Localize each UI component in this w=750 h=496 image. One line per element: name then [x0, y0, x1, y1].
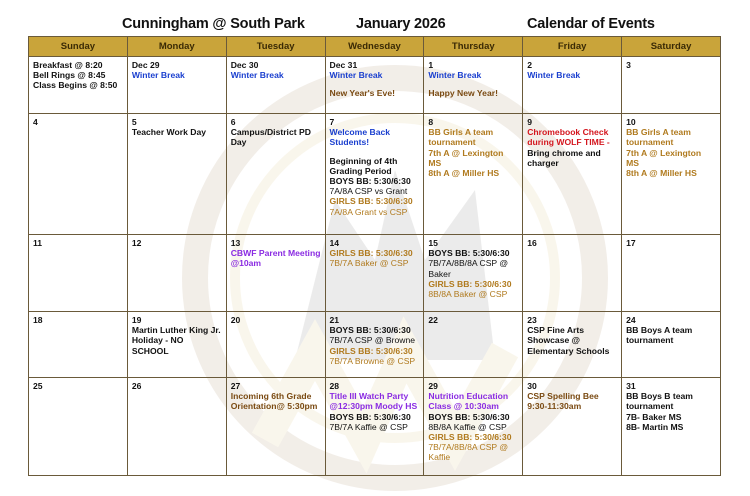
weekday-tuesday: Tuesday — [226, 37, 325, 57]
day-number: 15 — [428, 238, 438, 248]
event-text: Winter Break — [131, 70, 185, 81]
weekday-wednesday: Wednesday — [325, 37, 424, 57]
event-text: Incoming 6th Grade Orientation@ 5:30pm — [230, 391, 318, 412]
day-number: 5 — [131, 117, 137, 127]
day-number: 13 — [230, 238, 241, 248]
day-cell — [424, 378, 523, 476]
event-text: Happy New Year! — [428, 88, 498, 99]
event-text: GIRLS BB: 5:30/6:30 — [428, 278, 512, 289]
day-cell — [29, 378, 128, 476]
event-text: Winter Break — [329, 70, 383, 81]
event-text: Winter Break — [428, 70, 482, 81]
event-text: Teacher Work Day — [131, 127, 207, 138]
event-text: Chromebook Check during WOLF TIME - — [527, 127, 610, 148]
calendar-body — [29, 57, 721, 476]
event-text: BOYS BB: 5:30/6:30 — [329, 411, 411, 422]
week-row — [29, 312, 721, 378]
day-number: 20 — [230, 315, 241, 325]
day-number: Dec 29 — [131, 60, 160, 70]
day-cell — [424, 114, 523, 235]
day-number: 17 — [626, 238, 636, 248]
weekday-saturday: Saturday — [622, 37, 721, 57]
event-text: 7A/8A Grant vs CSP — [329, 206, 408, 217]
day-number: 27 — [230, 381, 241, 391]
day-number: 18 — [33, 315, 43, 325]
event-text: GIRLS BB: 5:30/6:30 — [329, 196, 413, 207]
event-text: BB Girls A team tournament 7th A @ Lexington MS 8th A @ Miller HS — [626, 127, 702, 179]
day-number: 12 — [131, 238, 142, 248]
event-text: Nutrition Education Class @ 10:30am — [428, 391, 509, 412]
day-cell — [29, 312, 128, 378]
weekday-monday: Monday — [127, 37, 226, 57]
day-cell — [424, 235, 523, 312]
event-text: CBWF Parent Meeting @10am — [230, 248, 321, 269]
day-number: 25 — [33, 381, 43, 391]
day-cell — [127, 57, 226, 114]
day-cell — [325, 114, 424, 235]
event-text: 7B/7A CSP @ Browne — [329, 335, 416, 346]
day-number: 3 — [626, 60, 631, 70]
event-text: GIRLS BB: 5:30/6:30 — [428, 432, 512, 443]
day-cell — [29, 114, 128, 235]
day-cell — [325, 235, 424, 312]
event-text: BOYS BB: 5:30/6:30 — [428, 411, 510, 422]
event-text: New Year's Eve! — [329, 88, 395, 99]
day-cell — [325, 378, 424, 476]
event-text: 7B/7A/8B/8A CSP @ Baker — [428, 258, 509, 279]
day-cell — [523, 312, 622, 378]
day-cell — [29, 57, 128, 114]
day-cell — [622, 114, 721, 235]
event-text: Winter Break — [527, 70, 581, 81]
day-cell — [622, 378, 721, 476]
event-text: CSP Spelling Bee 9:30-11:30am — [527, 391, 599, 412]
day-number: 10 — [626, 117, 636, 127]
day-number: 11 — [33, 238, 43, 248]
day-cell — [127, 312, 226, 378]
day-number: 31 — [626, 381, 636, 391]
weekday-friday: Friday — [523, 37, 622, 57]
week-row — [29, 114, 721, 235]
day-number: 19 — [131, 315, 142, 325]
day-number: 30 — [527, 381, 537, 391]
day-cell — [523, 114, 622, 235]
event-text: 7B/7A/8B/8A CSP @ Kaffie — [428, 442, 509, 463]
event-text: Title III Watch Party @12:30pm Moody HS — [329, 391, 418, 412]
event-text: Welcome Back Students! — [329, 127, 391, 148]
day-number: 9 — [527, 117, 532, 127]
day-number: 16 — [527, 238, 537, 248]
event-text: Beginning of 4th Grading Period — [329, 155, 398, 176]
week-row — [29, 57, 721, 114]
calendar-subtitle: Calendar of Events — [527, 16, 655, 32]
month-title: January 2026 — [356, 16, 446, 32]
weekday-thursday: Thursday — [424, 37, 523, 57]
day-cell — [127, 378, 226, 476]
day-number: 23 — [527, 315, 537, 325]
event-text: BB Boys B team tournament 7B- Baker MS 8B- Martin MS — [626, 391, 693, 432]
day-number: 2 — [527, 60, 532, 70]
event-text: BB Boys A team tournament — [626, 325, 693, 346]
day-number: 6 — [230, 117, 236, 127]
event-text: 8B/8A Baker @ CSP — [428, 289, 508, 300]
day-cell — [523, 57, 622, 114]
weekday-sunday: Sunday — [29, 37, 128, 57]
day-cell — [226, 378, 325, 476]
day-cell — [127, 235, 226, 312]
day-cell — [226, 235, 325, 312]
day-cell — [29, 235, 128, 312]
event-text: GIRLS BB: 5:30/6:30 — [329, 345, 413, 356]
event-text: Martin Luther King Jr. Holiday - NO SCHOOL — [131, 325, 221, 356]
day-number: 1 — [428, 60, 434, 70]
day-number: 8 — [428, 117, 434, 127]
day-cell — [226, 312, 325, 378]
calendar-title-bar — [0, 12, 750, 34]
event-text: Winter Break — [230, 70, 284, 81]
day-cell — [622, 312, 721, 378]
weekday-header-row — [29, 37, 721, 57]
day-cell — [424, 57, 523, 114]
event-text: 7A/8A CSP vs Grant — [329, 186, 408, 197]
event-text: BOYS BB: 5:30/6:30 — [329, 176, 411, 187]
calendar-grid — [28, 36, 721, 476]
week-row — [29, 235, 721, 312]
event-text: BB Girls A team tournament 7th A @ Lexington MS 8th A @ Miller HS — [428, 127, 504, 179]
school-title: Cunningham @ South Park — [122, 16, 305, 32]
event-text: Bring chrome and charger — [527, 147, 601, 168]
event-text: BOYS BB: 5:30/6:30 — [329, 325, 411, 336]
event-text: Breakfast @ 8:20 Bell Rings @ 8:45 Class Begins @ 8:50 — [33, 60, 118, 91]
day-cell — [523, 235, 622, 312]
day-cell — [523, 378, 622, 476]
event-text: GIRLS BB: 5:30/6:30 — [329, 248, 413, 259]
day-cell — [226, 114, 325, 235]
day-number: 28 — [329, 381, 340, 391]
day-cell — [226, 57, 325, 114]
day-number: 24 — [626, 315, 636, 325]
event-text: 7B/7A Baker @ CSP — [329, 258, 409, 269]
day-cell — [622, 57, 721, 114]
day-cell — [325, 312, 424, 378]
event-text: CSP Fine Arts Showcase @ Elementary Schools — [527, 325, 610, 356]
day-number: 26 — [131, 381, 142, 391]
day-number: 22 — [428, 315, 438, 325]
day-number: 4 — [33, 117, 38, 127]
event-text: 7B/7A Kaffie @ CSP — [329, 421, 408, 432]
event-text: 8B/8A Kaffie @ CSP — [428, 421, 507, 432]
event-text: Campus/District PD Day — [230, 127, 311, 148]
day-cell — [325, 57, 424, 114]
day-number: Dec 31 — [329, 60, 358, 70]
event-text: BOYS BB: 5:30/6:30 — [428, 248, 510, 259]
day-cell — [127, 114, 226, 235]
day-number: 29 — [428, 381, 438, 391]
day-number: Dec 30 — [230, 60, 259, 70]
day-number: 21 — [329, 315, 340, 325]
event-text: 7B/7A Browne @ CSP — [329, 355, 416, 366]
day-cell — [622, 235, 721, 312]
day-cell — [424, 312, 523, 378]
day-number: 7 — [329, 117, 335, 127]
week-row — [29, 378, 721, 476]
day-number: 14 — [329, 238, 340, 248]
